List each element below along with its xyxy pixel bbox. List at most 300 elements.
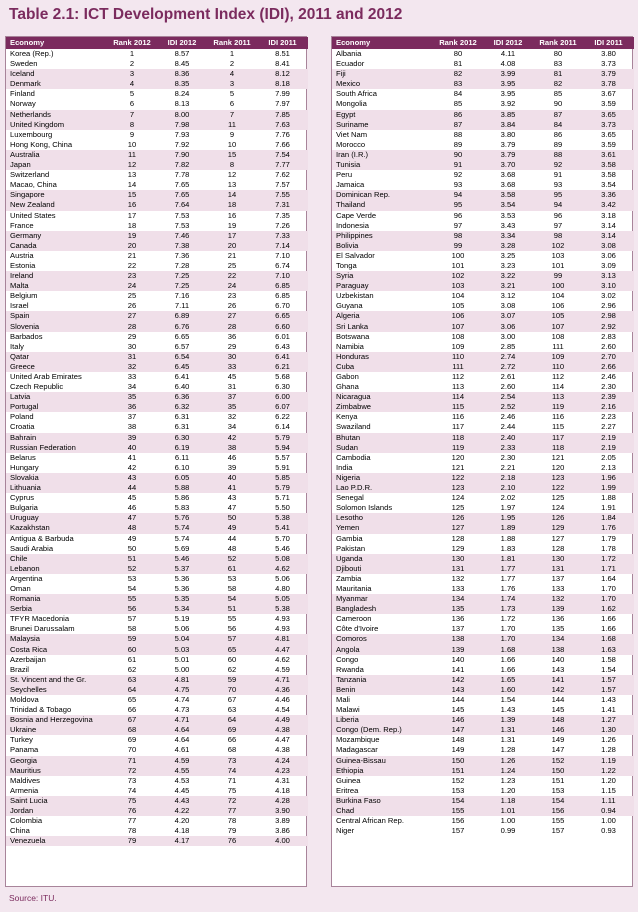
table-row bbox=[332, 160, 634, 170]
cell-rank-2012: 10 bbox=[127, 139, 137, 149]
cell-idi-2012: 7.65 bbox=[157, 190, 207, 200]
cell-rank-2011: 51 bbox=[207, 604, 257, 614]
cell-idi-2012: 1.54 bbox=[500, 695, 516, 704]
cell-economy: Germany bbox=[6, 231, 107, 241]
cell-idi-2012: 2.21 bbox=[500, 462, 516, 472]
cell-idi-2012: 4.73 bbox=[174, 705, 190, 715]
cell-idi-2011: 3.06 bbox=[601, 250, 616, 260]
cell-idi-2011: 1.78 bbox=[601, 543, 616, 553]
cell-rank-2011: 142 bbox=[533, 685, 583, 695]
cell-economy: Colombia bbox=[10, 816, 43, 826]
cell-economy: Zambia bbox=[336, 573, 362, 583]
cell-rank-2012: 37 bbox=[127, 412, 137, 422]
cell-rank-2012: 31 bbox=[107, 352, 157, 362]
table-row bbox=[6, 745, 308, 755]
table-row bbox=[6, 170, 308, 180]
table-row bbox=[332, 59, 634, 69]
cell-economy: Cyprus bbox=[10, 493, 35, 503]
cell-economy: Iceland bbox=[6, 69, 107, 79]
cell-economy: Congo bbox=[336, 654, 359, 664]
table-row bbox=[6, 655, 308, 665]
cell-idi-2011: 7.66 bbox=[275, 139, 290, 149]
cell-rank-2011: 19 bbox=[227, 220, 237, 230]
cell-rank-2011: 146 bbox=[533, 725, 583, 735]
cell-rank-2011: 113 bbox=[533, 392, 583, 402]
cell-economy: Burkina Faso bbox=[332, 796, 433, 806]
cell-economy: Ethiopia bbox=[332, 766, 433, 776]
cell-rank-2012: 21 bbox=[127, 250, 137, 260]
cell-idi-2012: 5.19 bbox=[174, 614, 190, 624]
cell-idi-2011: 1.72 bbox=[583, 554, 634, 564]
cell-economy: Bosnia and Herzegovina bbox=[6, 715, 107, 725]
cell-idi-2011: 2.27 bbox=[601, 422, 616, 432]
cell-idi-2011: 2.98 bbox=[583, 311, 634, 321]
cell-economy: Costa Rica bbox=[6, 645, 107, 655]
cell-economy: Chile bbox=[6, 554, 107, 564]
cell-idi-2012: 4.71 bbox=[157, 715, 207, 725]
header-rank-2012: Rank 2012 bbox=[433, 37, 483, 49]
cell-rank-2011: 153 bbox=[551, 785, 565, 795]
cell-economy: Lesotho bbox=[332, 513, 433, 523]
cell-rank-2012: 126 bbox=[433, 513, 483, 523]
cell-rank-2012: 149 bbox=[451, 745, 465, 755]
cell-rank-2012: 156 bbox=[451, 816, 465, 826]
cell-idi-2012: 3.70 bbox=[483, 160, 533, 170]
cell-idi-2011: 3.80 bbox=[601, 49, 616, 58]
table-row bbox=[6, 412, 308, 422]
cell-rank-2011: 135 bbox=[551, 624, 565, 634]
cell-rank-2012: 102 bbox=[433, 271, 483, 281]
cell-rank-2011: 31 bbox=[227, 382, 237, 392]
cell-rank-2012: 151 bbox=[433, 766, 483, 776]
cell-economy: Uganda bbox=[332, 554, 433, 564]
table-row bbox=[332, 322, 634, 332]
cell-idi-2011: 3.89 bbox=[275, 816, 290, 826]
table-title: Table 2.1: ICT Development Index (IDI), 2011 and 2012 bbox=[9, 6, 403, 23]
cell-rank-2012: 40 bbox=[107, 443, 157, 453]
cell-rank-2011: 140 bbox=[551, 654, 565, 664]
table-row bbox=[332, 665, 634, 675]
cell-rank-2011: 62 bbox=[227, 664, 237, 674]
cell-rank-2011: 144 bbox=[551, 695, 565, 704]
cell-rank-2011: 133 bbox=[551, 583, 565, 593]
cell-idi-2012: 3.92 bbox=[500, 99, 516, 109]
cell-rank-2011: 109 bbox=[533, 352, 583, 362]
header-idi-2011: IDI 2011 bbox=[257, 37, 308, 49]
cell-economy: Mongolia bbox=[336, 99, 367, 109]
cell-idi-2011: 7.76 bbox=[275, 129, 290, 139]
cell-idi-2011: 7.10 bbox=[257, 271, 308, 281]
cell-idi-2012: 4.59 bbox=[157, 756, 207, 766]
table-row bbox=[6, 786, 308, 796]
cell-rank-2012: 33 bbox=[127, 372, 137, 381]
cell-idi-2012: 7.46 bbox=[157, 231, 207, 241]
cell-rank-2011: 2 bbox=[229, 59, 235, 69]
cell-rank-2011: 22 bbox=[207, 271, 257, 281]
table-row bbox=[332, 79, 634, 89]
cell-rank-2012: 36 bbox=[107, 402, 157, 412]
cell-rank-2012: 145 bbox=[451, 705, 465, 715]
cell-idi-2011: 6.85 bbox=[257, 281, 308, 291]
cell-idi-2011: 2.70 bbox=[583, 352, 634, 362]
cell-rank-2012: 75 bbox=[107, 796, 157, 806]
cell-idi-2012: 3.06 bbox=[483, 322, 533, 332]
cell-rank-2012: 92 bbox=[453, 170, 463, 180]
cell-idi-2011: 5.05 bbox=[257, 594, 308, 604]
cell-rank-2012: 63 bbox=[107, 675, 157, 685]
cell-idi-2012: 5.83 bbox=[174, 503, 190, 513]
cell-rank-2012: 69 bbox=[127, 735, 137, 745]
cell-rank-2012: 52 bbox=[107, 564, 157, 574]
cell-economy: Hong Kong, China bbox=[10, 139, 73, 149]
table-row bbox=[6, 311, 308, 321]
cell-economy: Uzbekistan bbox=[336, 291, 374, 301]
table-row bbox=[6, 291, 308, 301]
cell-idi-2011: 5.68 bbox=[275, 372, 290, 381]
cell-idi-2011: 0.94 bbox=[583, 806, 634, 816]
cell-idi-2011: 6.00 bbox=[257, 392, 308, 402]
cell-economy: Philippines bbox=[332, 231, 433, 241]
cell-idi-2011: 4.93 bbox=[275, 614, 290, 624]
header-idi-2012: IDI 2012 bbox=[157, 37, 207, 49]
cell-rank-2012: 29 bbox=[127, 331, 137, 341]
table-row bbox=[6, 160, 308, 170]
cell-rank-2011: 66 bbox=[227, 735, 237, 745]
cell-idi-2012: 0.99 bbox=[500, 826, 516, 836]
cell-economy: Côte d'Ivoire bbox=[336, 624, 379, 634]
table-row bbox=[332, 715, 634, 725]
cell-idi-2011: 7.57 bbox=[275, 180, 290, 190]
cell-rank-2012: 58 bbox=[127, 624, 137, 634]
cell-rank-2012: 12 bbox=[107, 160, 157, 170]
cell-economy: Niger bbox=[336, 826, 355, 836]
cell-economy: Finland bbox=[10, 89, 35, 99]
cell-idi-2011: 1.27 bbox=[583, 715, 634, 725]
cell-idi-2012: 7.64 bbox=[157, 200, 207, 210]
table-row bbox=[332, 473, 634, 483]
cell-rank-2012: 89 bbox=[453, 139, 463, 149]
cell-rank-2012: 117 bbox=[451, 422, 465, 432]
cell-rank-2011: 61 bbox=[207, 564, 257, 574]
cell-idi-2011: 6.01 bbox=[275, 331, 290, 341]
cell-idi-2012: 1.31 bbox=[500, 735, 516, 745]
cell-rank-2012: 79 bbox=[107, 836, 157, 846]
cell-idi-2012: 5.69 bbox=[174, 543, 190, 553]
cell-rank-2012: 111 bbox=[433, 362, 483, 372]
cell-rank-2012: 4 bbox=[107, 79, 157, 89]
cell-rank-2011: 126 bbox=[533, 513, 583, 523]
cell-idi-2012: 1.77 bbox=[483, 564, 533, 574]
table-row bbox=[6, 523, 308, 533]
cell-idi-2011: 4.38 bbox=[257, 725, 308, 735]
cell-idi-2011: 1.11 bbox=[583, 796, 634, 806]
cell-idi-2011: 2.83 bbox=[601, 331, 616, 341]
cell-rank-2012: 128 bbox=[451, 533, 465, 543]
cell-rank-2011: 68 bbox=[227, 745, 237, 755]
cell-economy: Fiji bbox=[332, 69, 433, 79]
cell-rank-2011: 11 bbox=[207, 120, 257, 130]
cell-rank-2011: 12 bbox=[227, 170, 237, 180]
cell-idi-2012: 6.65 bbox=[174, 331, 190, 341]
table-row bbox=[6, 725, 308, 735]
cell-rank-2012: 101 bbox=[451, 260, 465, 270]
cell-rank-2011: 14 bbox=[207, 190, 257, 200]
cell-rank-2012: 116 bbox=[451, 412, 465, 422]
table-row bbox=[6, 675, 308, 685]
cell-rank-2011: 103 bbox=[551, 250, 565, 260]
cell-idi-2011: 5.06 bbox=[275, 573, 290, 583]
cell-rank-2012: 23 bbox=[107, 271, 157, 281]
cell-rank-2012: 113 bbox=[451, 382, 465, 392]
table-row bbox=[6, 271, 308, 281]
cell-rank-2011: 155 bbox=[551, 816, 565, 826]
table-row bbox=[332, 645, 634, 655]
cell-rank-2012: 27 bbox=[107, 311, 157, 321]
table-row bbox=[332, 443, 634, 453]
table-row bbox=[332, 745, 634, 755]
cell-economy: Syria bbox=[332, 271, 433, 281]
cell-economy: Solomon Islands bbox=[336, 503, 393, 513]
cell-rank-2011: 101 bbox=[551, 260, 565, 270]
table-row bbox=[6, 362, 308, 372]
cell-rank-2012: 50 bbox=[127, 543, 137, 553]
cell-idi-2012: 7.93 bbox=[174, 129, 190, 139]
cell-idi-2012: 1.77 bbox=[500, 573, 516, 583]
cell-economy: Belgium bbox=[10, 291, 38, 301]
cell-idi-2011: 2.96 bbox=[601, 301, 616, 311]
cell-idi-2011: 3.65 bbox=[601, 129, 616, 139]
cell-idi-2011: 3.18 bbox=[601, 210, 616, 220]
cell-idi-2011: 6.14 bbox=[275, 422, 290, 432]
cell-economy: Sri Lanka bbox=[332, 322, 433, 332]
cell-idi-2011: 1.00 bbox=[601, 816, 616, 826]
cell-idi-2011: 7.10 bbox=[275, 250, 290, 260]
cell-economy: Turkey bbox=[10, 735, 33, 745]
table-row bbox=[332, 291, 634, 301]
cell-rank-2012: 153 bbox=[451, 785, 465, 795]
cell-rank-2012: 154 bbox=[433, 796, 483, 806]
cell-idi-2012: 1.24 bbox=[483, 766, 533, 776]
cell-economy: Liberia bbox=[332, 715, 433, 725]
cell-idi-2012: 3.23 bbox=[500, 260, 516, 270]
table-row bbox=[6, 564, 308, 574]
cell-rank-2011: 9 bbox=[229, 129, 235, 139]
cell-idi-2012: 4.08 bbox=[500, 59, 516, 69]
table-row bbox=[332, 69, 634, 79]
cell-economy: Guyana bbox=[336, 301, 363, 311]
cell-economy: Mauritius bbox=[6, 766, 107, 776]
table-row bbox=[332, 392, 634, 402]
cell-idi-2011: 2.23 bbox=[601, 412, 616, 422]
cell-idi-2011: 4.80 bbox=[275, 583, 290, 593]
cell-rank-2011: 38 bbox=[207, 443, 257, 453]
cell-rank-2012: 144 bbox=[451, 695, 465, 704]
cell-rank-2012: 35 bbox=[107, 392, 157, 402]
cell-idi-2011: 6.22 bbox=[275, 412, 290, 422]
cell-economy: South Africa bbox=[336, 89, 377, 99]
table-row bbox=[332, 130, 634, 140]
cell-economy: Azerbaijan bbox=[10, 654, 46, 664]
cell-idi-2012: 3.68 bbox=[500, 170, 516, 180]
cell-rank-2011: 117 bbox=[533, 433, 583, 443]
cell-rank-2011: 82 bbox=[533, 79, 583, 89]
table-row bbox=[6, 402, 308, 412]
cell-rank-2011: 42 bbox=[207, 433, 257, 443]
cell-rank-2012: 72 bbox=[107, 766, 157, 776]
table-row bbox=[6, 180, 308, 190]
cell-idi-2011: 3.73 bbox=[583, 120, 634, 130]
cell-economy: Antigua & Barbuda bbox=[10, 533, 74, 543]
cell-idi-2011: 1.66 bbox=[601, 624, 616, 634]
table-row bbox=[332, 624, 634, 634]
cell-idi-2011: 3.73 bbox=[601, 59, 616, 69]
cell-idi-2012: 1.26 bbox=[483, 756, 533, 766]
table-row bbox=[6, 776, 308, 786]
cell-idi-2012: 8.24 bbox=[174, 89, 190, 99]
cell-economy: Seychelles bbox=[6, 685, 107, 695]
cell-idi-2012: 4.74 bbox=[174, 695, 190, 704]
cell-rank-2012: 138 bbox=[433, 634, 483, 644]
table-row bbox=[6, 332, 308, 342]
table-row bbox=[6, 574, 308, 584]
cell-economy: United Kingdom bbox=[6, 120, 107, 130]
cell-economy: Slovenia bbox=[6, 322, 107, 332]
cell-rank-2012: 139 bbox=[433, 645, 483, 655]
cell-idi-2011: 4.49 bbox=[257, 715, 308, 725]
table-row bbox=[332, 271, 634, 281]
cell-rank-2011: 81 bbox=[533, 69, 583, 79]
cell-idi-2012: 1.23 bbox=[500, 775, 516, 785]
cell-rank-2012: 77 bbox=[127, 816, 137, 826]
cell-rank-2012: 47 bbox=[107, 513, 157, 523]
table-row bbox=[6, 766, 308, 776]
cell-rank-2012: 93 bbox=[453, 180, 463, 190]
cell-rank-2011: 17 bbox=[207, 231, 257, 241]
cell-economy: Lithuania bbox=[6, 483, 107, 493]
cell-rank-2012: 107 bbox=[433, 322, 483, 332]
cell-idi-2012: 1.00 bbox=[500, 816, 516, 826]
cell-rank-2012: 123 bbox=[433, 483, 483, 493]
table-row bbox=[6, 69, 308, 79]
cell-idi-2012: 2.54 bbox=[483, 392, 533, 402]
cell-economy: Lebanon bbox=[6, 564, 107, 574]
cell-economy: New Zealand bbox=[6, 200, 107, 210]
cell-economy: St. Vincent and the Gr. bbox=[6, 675, 107, 685]
cell-economy: China bbox=[10, 826, 30, 836]
cell-rank-2012: 65 bbox=[127, 695, 137, 704]
cell-economy: Sudan bbox=[332, 443, 433, 453]
cell-economy: Tunisia bbox=[332, 160, 433, 170]
cell-idi-2012: 8.00 bbox=[157, 110, 207, 120]
table-row bbox=[6, 513, 308, 523]
cell-idi-2012: 1.83 bbox=[500, 543, 516, 553]
cell-idi-2012: 6.76 bbox=[157, 322, 207, 332]
cell-rank-2012: 127 bbox=[433, 523, 483, 533]
cell-rank-2012: 7 bbox=[107, 110, 157, 120]
cell-idi-2012: 5.00 bbox=[174, 664, 190, 674]
table-row bbox=[332, 483, 634, 493]
table-row bbox=[332, 221, 634, 231]
cell-rank-2012: 129 bbox=[451, 543, 465, 553]
cell-idi-2012: 7.82 bbox=[157, 160, 207, 170]
table-row bbox=[6, 715, 308, 725]
cell-idi-2012: 3.79 bbox=[483, 150, 533, 160]
cell-rank-2011: 37 bbox=[207, 392, 257, 402]
cell-idi-2012: 6.30 bbox=[157, 433, 207, 443]
cell-rank-2011: 50 bbox=[207, 513, 257, 523]
cell-rank-2011: 90 bbox=[553, 99, 563, 109]
table-row bbox=[332, 402, 634, 412]
cell-idi-2011: 4.28 bbox=[257, 796, 308, 806]
cell-idi-2012: 7.92 bbox=[174, 139, 190, 149]
cell-rank-2012: 44 bbox=[107, 483, 157, 493]
cell-rank-2011: 45 bbox=[227, 372, 237, 381]
cell-idi-2011: 7.77 bbox=[257, 160, 308, 170]
table-row bbox=[332, 766, 634, 776]
cell-economy: Bulgaria bbox=[10, 503, 38, 513]
cell-rank-2012: 137 bbox=[451, 624, 465, 634]
cell-rank-2012: 122 bbox=[433, 473, 483, 483]
cell-idi-2012: 2.33 bbox=[483, 443, 533, 453]
cell-rank-2012: 46 bbox=[127, 503, 137, 513]
cell-idi-2011: 4.46 bbox=[275, 695, 290, 704]
cell-economy: Italy bbox=[10, 341, 24, 351]
cell-idi-2011: 6.30 bbox=[275, 382, 290, 392]
cell-idi-2011: 6.21 bbox=[257, 362, 308, 372]
cell-idi-2011: 2.30 bbox=[601, 382, 616, 392]
cell-rank-2011: 121 bbox=[551, 452, 565, 462]
cell-idi-2011: 3.13 bbox=[583, 271, 634, 281]
cell-economy: Gabon bbox=[336, 372, 359, 381]
cell-idi-2011: 3.08 bbox=[583, 241, 634, 251]
cell-economy: Bahrain bbox=[6, 433, 107, 443]
table-row bbox=[332, 534, 634, 544]
cell-rank-2012: 30 bbox=[127, 341, 137, 351]
cell-rank-2012: 45 bbox=[127, 493, 137, 503]
cell-rank-2011: 5 bbox=[229, 89, 235, 99]
cell-idi-2011: 5.38 bbox=[257, 513, 308, 523]
cell-idi-2012: 1.97 bbox=[500, 503, 516, 513]
cell-idi-2011: 2.46 bbox=[601, 372, 616, 381]
cell-idi-2012: 3.25 bbox=[500, 250, 516, 260]
cell-idi-2012: 1.65 bbox=[483, 675, 533, 685]
cell-idi-2011: 5.08 bbox=[257, 554, 308, 564]
table-row bbox=[332, 756, 634, 766]
cell-idi-2012: 8.45 bbox=[174, 59, 190, 69]
cell-economy: Greece bbox=[6, 362, 107, 372]
cell-idi-2012: 8.13 bbox=[174, 99, 190, 109]
cell-rank-2012: 56 bbox=[107, 604, 157, 614]
cell-idi-2012: 3.21 bbox=[483, 281, 533, 291]
cell-rank-2011: 137 bbox=[551, 573, 565, 583]
cell-rank-2011: 4 bbox=[207, 69, 257, 79]
cell-idi-2012: 1.95 bbox=[483, 513, 533, 523]
cell-rank-2012: 42 bbox=[127, 462, 137, 472]
cell-rank-2011: 119 bbox=[533, 402, 583, 412]
cell-economy: Malaysia bbox=[6, 634, 107, 644]
cell-economy: Cambodia bbox=[336, 452, 371, 462]
table-row bbox=[6, 251, 308, 261]
cell-economy: Armenia bbox=[10, 785, 39, 795]
cell-idi-2012: 6.36 bbox=[157, 392, 207, 402]
cell-idi-2012: 6.45 bbox=[157, 362, 207, 372]
cell-idi-2012: 7.16 bbox=[174, 291, 190, 301]
cell-idi-2012: 1.20 bbox=[500, 785, 516, 795]
cell-rank-2011: 106 bbox=[551, 301, 565, 311]
cell-rank-2011: 58 bbox=[227, 583, 237, 593]
table-row bbox=[332, 382, 634, 392]
cell-rank-2011: 64 bbox=[207, 715, 257, 725]
